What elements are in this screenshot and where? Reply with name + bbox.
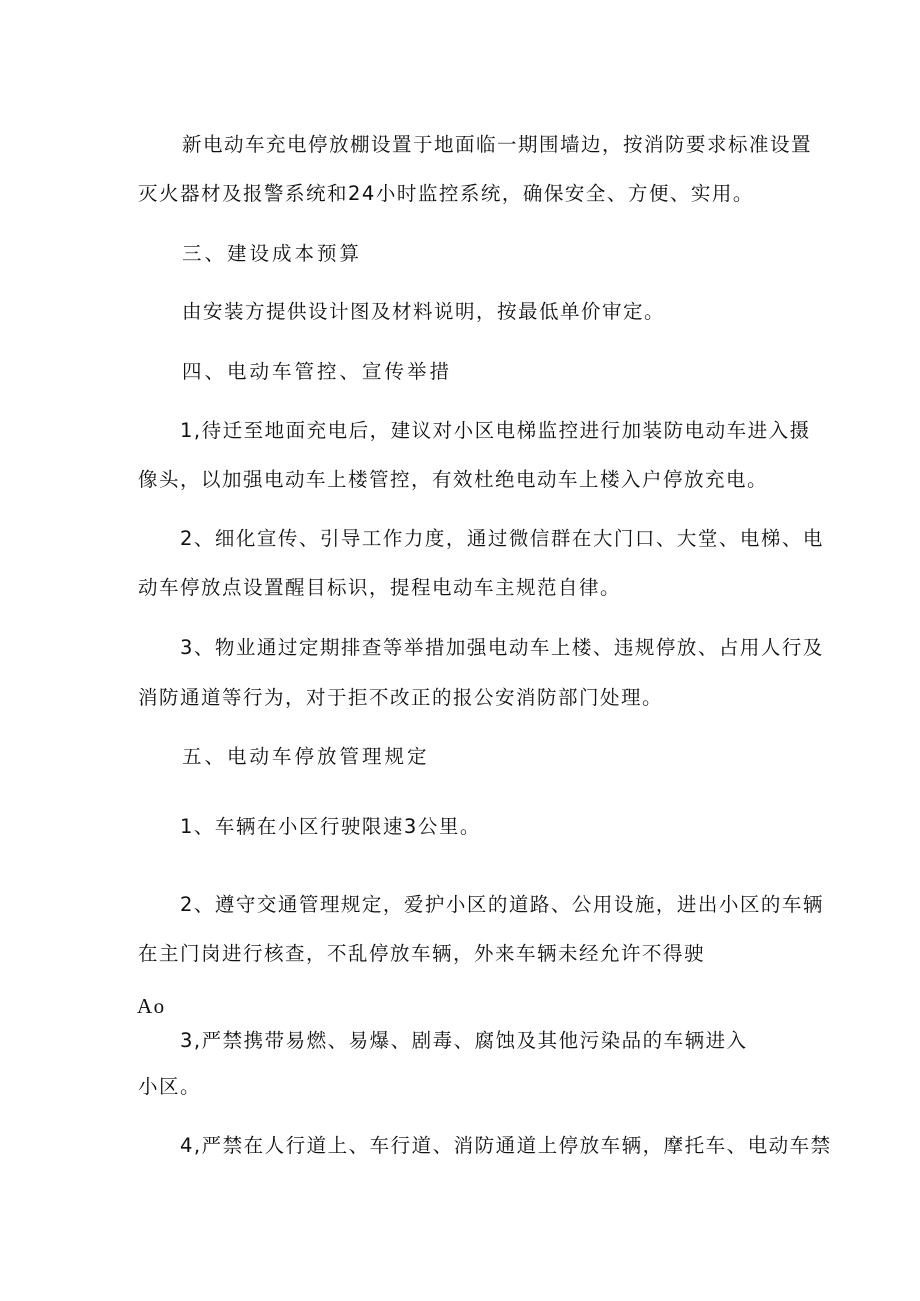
item-4-2-line-1: 2、细化宣传、引导工作力度，通过微信群在大门口、大堂、电梯、电 bbox=[180, 527, 824, 550]
item-4-3-line-1: 3、物业通过定期排查等举措加强电动车上楼、违规停放、占用人行及 bbox=[180, 636, 824, 659]
item-4-1-line-2: 像头，以加强电动车上楼管控，有效杜绝电动车上楼入户停放充电。 bbox=[138, 468, 769, 491]
item-5-1: 1、车辆在小区行驶限速3公里。 bbox=[180, 815, 481, 838]
heading-control-publicity: 四、电动车管控、宣传举措 bbox=[182, 360, 453, 383]
item-5-4-line-1: 4,严禁在人行道上、车行道、消防通道上停放车辆，摩托车、电动车禁 bbox=[180, 1134, 832, 1157]
paragraph-budget: 由安装方提供设计图及材料说明，按最低单价审定。 bbox=[182, 300, 666, 323]
heading-construction-budget: 三、建设成本预算 bbox=[182, 242, 363, 265]
item-5-2-line-3: Ao bbox=[137, 994, 166, 1018]
item-5-3-line-2: 小区。 bbox=[138, 1075, 202, 1098]
item-4-1-line-1: 1,待迁至地面充电后，建议对小区电梯监控进行加装防电动车进入摄 bbox=[180, 419, 811, 442]
item-5-2-line-1: 2、遵守交通管理规定，爱护小区的道路、公用设施，进出小区的车辆 bbox=[180, 893, 824, 916]
item-5-3-line-1: 3,严禁携带易燃、易爆、剧毒、腐蚀及其他污染品的车辆进入 bbox=[180, 1029, 748, 1052]
heading-parking-rules: 五、电动车停放管理规定 bbox=[182, 745, 430, 768]
paragraph-facility-line-1: 新电动车充电停放棚设置于地面临一期围墙边，按消防要求标准设置 bbox=[182, 133, 813, 156]
item-5-2-line-2: 在主门岗进行核查，不乱停放车辆，外来车辆未经允许不得驶 bbox=[138, 942, 706, 965]
paragraph-facility-line-2: 灭火器材及报警系统和24小时监控系统，确保安全、方便、实用。 bbox=[138, 182, 754, 205]
item-4-3-line-2: 消防通道等行为，对于拒不改正的报公安消防部门处理。 bbox=[138, 686, 664, 709]
item-4-2-line-2: 动车停放点设置醒目标识，提程电动车主规范自律。 bbox=[138, 576, 622, 599]
